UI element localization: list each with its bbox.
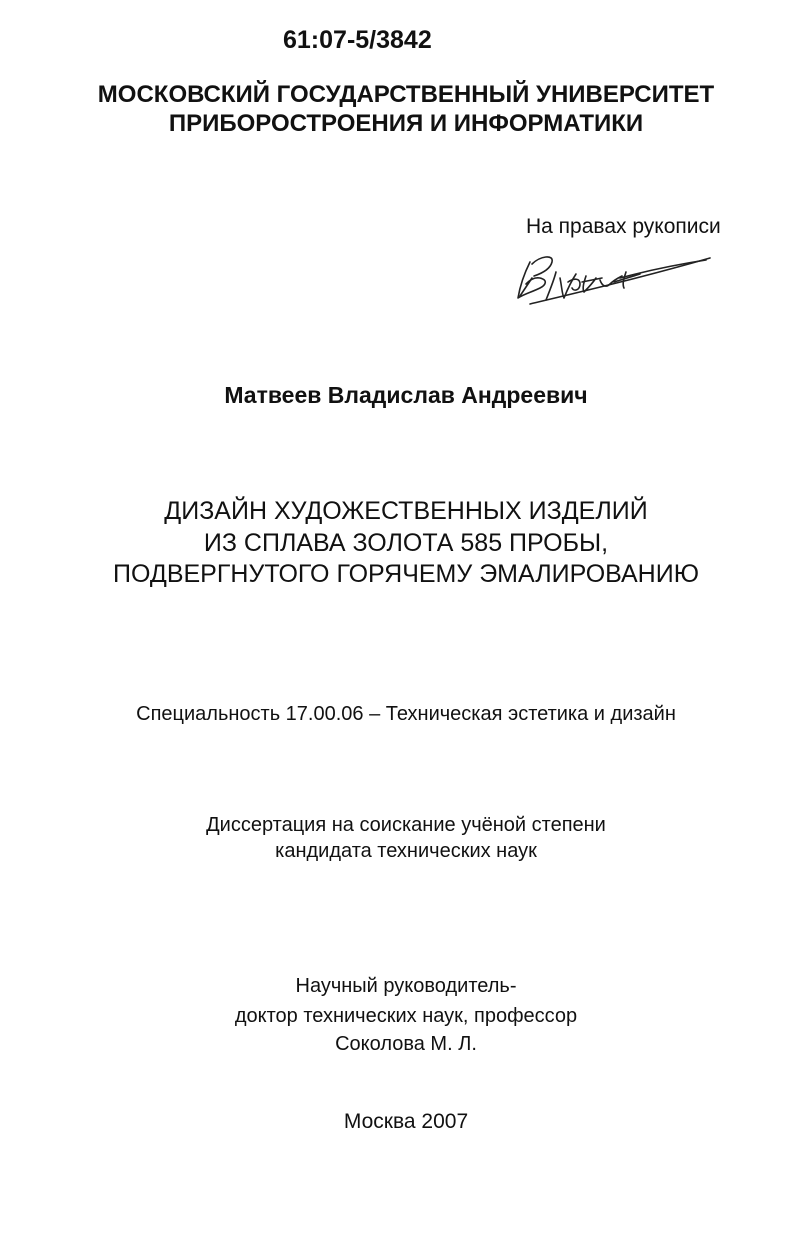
university-name-line-2: ПРИБОРОСТРОЕНИЯ И ИНФОРМАТИКИ <box>168 110 644 137</box>
manuscript-rights-note: На правах рукописи <box>526 215 721 238</box>
dissertation-title-line-2: ИЗ СПЛАВА ЗОЛОТА 585 ПРОБЫ, <box>203 529 609 557</box>
supervisor-line-1: Научный руководитель- <box>295 975 517 997</box>
dissertation-title-line-1: ДИЗАЙН ХУДОЖЕСТВЕННЫХ ИЗДЕЛИЙ <box>164 497 648 525</box>
supervisor-line-2: доктор технических наук, профессор <box>234 1005 578 1027</box>
registry-number: 61:07-5/3842 <box>283 26 432 54</box>
dissertation-title-line-3: ПОДВЕРГНУТОГО ГОРЯЧЕМУ ЭМАЛИРОВАНИЮ <box>113 560 699 588</box>
specialty-line: Специальность 17.00.06 – Техническая эстетика и дизайн <box>136 703 676 725</box>
city-year: Москва 2007 <box>343 1110 469 1133</box>
signature-icon <box>510 248 720 308</box>
university-name-line-1: МОСКОВСКИЙ ГОСУДАРСТВЕННЫЙ УНИВЕРСИТЕТ <box>97 81 715 108</box>
degree-line-2: кандидата технических наук <box>275 840 537 862</box>
degree-line-1: Диссертация на соискание учёной степени <box>206 814 606 836</box>
supervisor-line-3: Соколова М. Л. <box>335 1033 477 1055</box>
author-name: Матвеев Владислав Андреевич <box>224 382 588 408</box>
